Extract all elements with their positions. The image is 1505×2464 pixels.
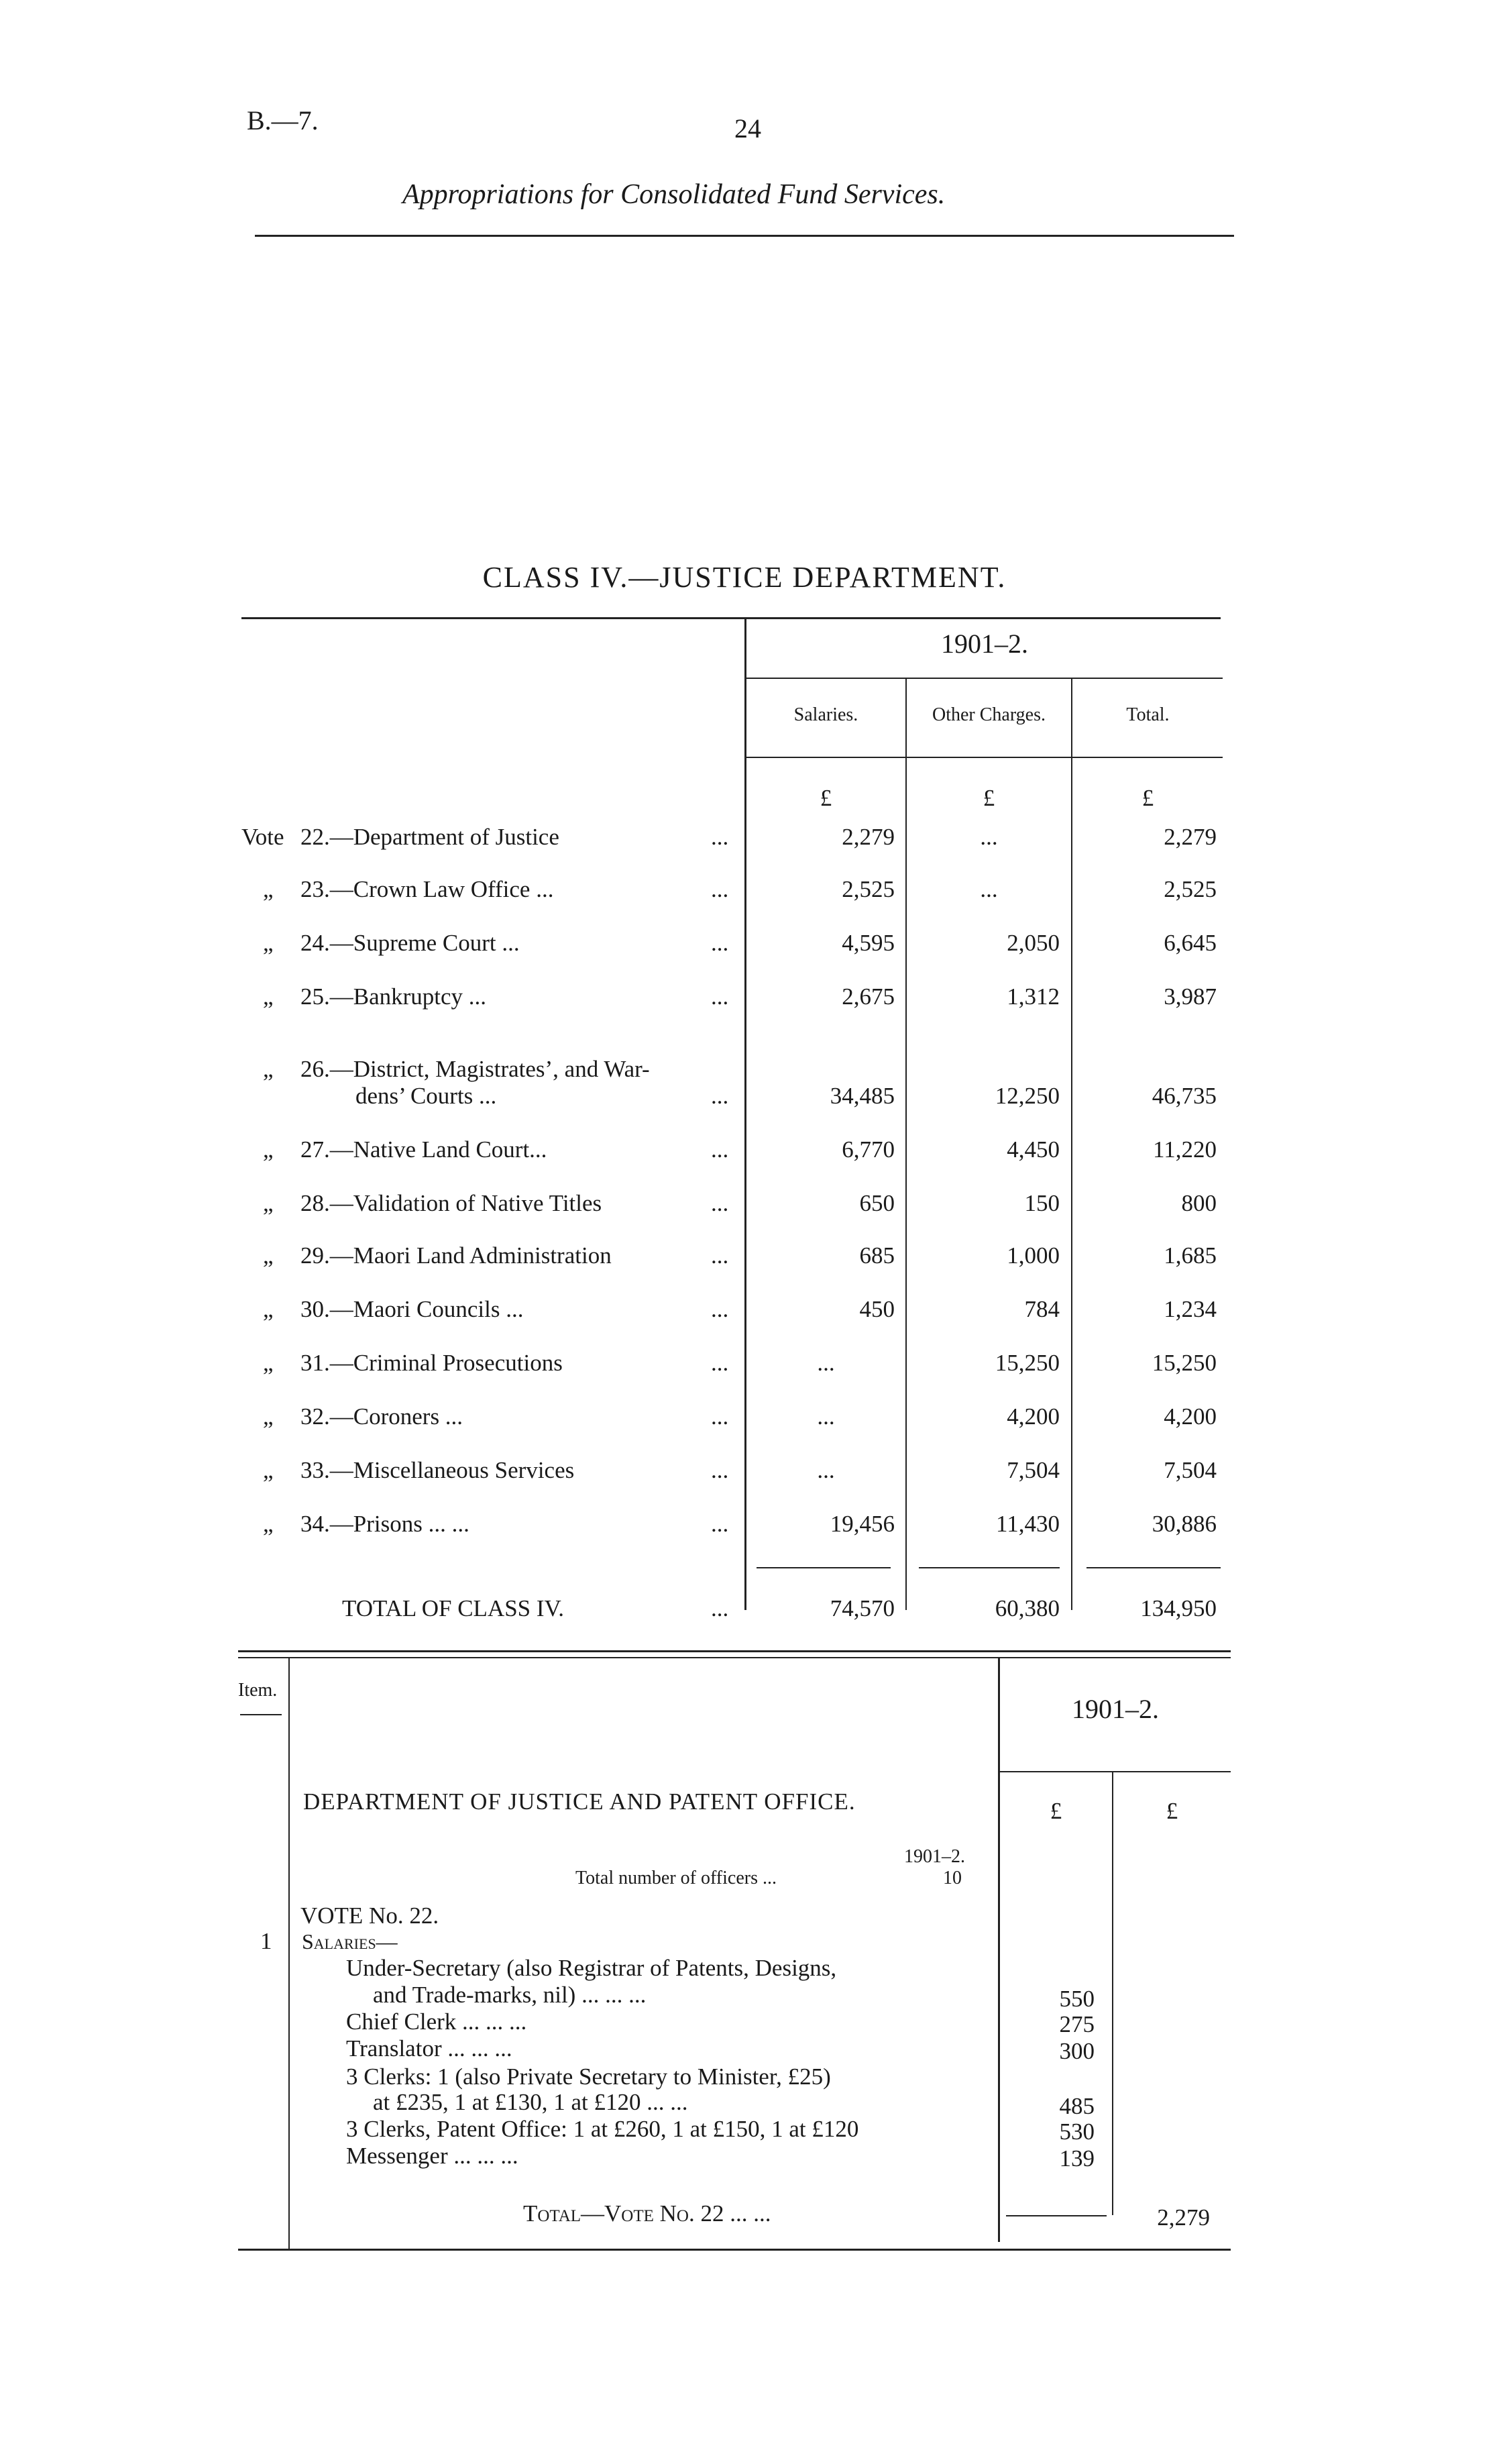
subtotal-rule-total	[1086, 1567, 1221, 1568]
heading-rule	[255, 235, 1234, 237]
row-other: ...	[980, 824, 998, 850]
row-lead: ...	[711, 876, 729, 902]
salaries-label: Salaries—	[302, 1929, 398, 1953]
summary-year: 1901–2.	[941, 629, 1028, 659]
total-total: 134,950	[1140, 1595, 1217, 1621]
row-salaries: ...	[817, 1350, 835, 1376]
row-other: 7,504	[1007, 1457, 1060, 1483]
summary-body-divider-2	[1071, 758, 1072, 1610]
detail-item-divider	[288, 1658, 290, 2249]
row-salaries: 19,456	[830, 1511, 895, 1537]
summary-currency-other: £	[983, 785, 995, 811]
summary-colhead-rule	[746, 757, 1223, 758]
vote-total-label: Total—Vote No. 22 ... ...	[523, 2200, 771, 2227]
row-salaries: 685	[859, 1242, 895, 1269]
line-text: Chief Clerk ... ... ...	[346, 2008, 527, 2035]
item-header: Item.	[238, 1680, 278, 1701]
line-text: Messenger ... ... ...	[346, 2143, 518, 2169]
row-salaries: 650	[859, 1190, 895, 1216]
row-salaries: ...	[817, 1403, 835, 1430]
row-vote: 27.—Native Land Court...	[300, 1136, 547, 1163]
row-lead: ...	[711, 1242, 729, 1269]
row-total: 6,645	[1164, 930, 1217, 956]
detail-year-rule	[1000, 1771, 1231, 1772]
row-vote: 29.—Maori Land Administration	[300, 1242, 612, 1269]
line-text: 3 Clerks, Patent Office: 1 at £260, 1 at £150, 1 at £120	[346, 2116, 859, 2142]
summary-top-rule	[241, 617, 1221, 619]
page-number: 24	[734, 113, 761, 144]
row-total: 4,200	[1164, 1403, 1217, 1430]
total-lead: ...	[711, 1595, 729, 1621]
row-vote: 33.—Miscellaneous Services	[300, 1457, 575, 1483]
detail-top-rule-2	[238, 1657, 1231, 1658]
row-prefix: „	[263, 1350, 274, 1376]
row-prefix: „	[263, 983, 274, 1010]
row-vote: 34.—Prisons ... ...	[300, 1511, 469, 1537]
line-text: Translator ... ... ...	[346, 2035, 512, 2061]
summary-col-other: Other Charges.	[932, 704, 1046, 725]
row-total: 2,279	[1164, 824, 1217, 850]
row-prefix: „	[263, 1511, 274, 1537]
line-amount: 550	[1059, 1986, 1095, 2012]
summary-col-total: Total.	[1126, 704, 1170, 725]
officers-year: 1901–2.	[904, 1846, 965, 1867]
row-total: 7,504	[1164, 1457, 1217, 1483]
row-other: 1,312	[1007, 983, 1060, 1010]
row-total: 30,886	[1152, 1511, 1217, 1537]
line-amount: 300	[1059, 2038, 1095, 2064]
row-prefix: „	[263, 1296, 274, 1322]
page-heading: Appropriations for Consolidated Fund Services.	[402, 179, 946, 210]
row-total: 3,987	[1164, 983, 1217, 1010]
row-other: 784	[1024, 1296, 1060, 1322]
row-total: 11,220	[1153, 1136, 1217, 1163]
summary-col-salaries: Salaries.	[793, 704, 858, 725]
summary-title: CLASS IV.—JUSTICE DEPARTMENT.	[482, 561, 1007, 594]
row-vote: 25.—Bankruptcy ...	[300, 983, 487, 1010]
row-salaries: 450	[859, 1296, 895, 1322]
row-vote: 30.—Maori Councils ...	[300, 1296, 524, 1322]
row-lead: ...	[711, 930, 729, 956]
page-ref: B.—7.	[247, 105, 319, 136]
detail-amount-col-divider	[1112, 1772, 1113, 2215]
line-amount: 530	[1059, 2119, 1095, 2145]
line-text: Under-Secretary (also Registrar of Patents, Designs,	[346, 1955, 837, 1981]
summary-col-divider-2	[1071, 679, 1072, 758]
row-salaries: 2,525	[842, 876, 895, 902]
row-lead: ...	[711, 1350, 729, 1376]
row-salaries: 34,485	[830, 1083, 895, 1109]
item-header-rule	[240, 1714, 282, 1715]
row-total: 15,250	[1152, 1350, 1217, 1376]
detail-year: 1901–2.	[1072, 1694, 1159, 1724]
item-number: 1	[260, 1928, 272, 1954]
row-other: 12,250	[995, 1083, 1060, 1109]
row-lead: ...	[711, 1457, 729, 1483]
subtotal-rule-salaries	[757, 1567, 891, 1568]
total-salaries: 74,570	[830, 1595, 895, 1621]
row-other: 4,450	[1007, 1136, 1060, 1163]
subtotal-rule-other	[919, 1567, 1060, 1568]
detail-amount-divider	[998, 1658, 1000, 2242]
row-total: 2,525	[1164, 876, 1217, 902]
line-amount: 139	[1059, 2145, 1095, 2172]
summary-currency-total: £	[1141, 785, 1154, 811]
line-text: 3 Clerks: 1 (also Private Secretary to Minister, £25)	[346, 2064, 831, 2090]
row-salaries: ...	[817, 1457, 835, 1483]
row-total: 1,234	[1164, 1296, 1217, 1322]
vote-total-rule	[1006, 2215, 1107, 2216]
row-salaries: 2,279	[842, 824, 895, 850]
row-total: 46,735	[1152, 1083, 1217, 1109]
detail-bottom-rule	[238, 2249, 1231, 2251]
row-prefix: „	[263, 1457, 274, 1483]
row-prefix: „	[263, 1056, 274, 1082]
officers-label: Total number of officers ...	[575, 1868, 777, 1888]
total-label: TOTAL OF CLASS IV.	[342, 1595, 565, 1621]
row-lead: ...	[711, 1403, 729, 1430]
row-prefix: „	[263, 1190, 274, 1216]
detail-top-rule-1	[238, 1650, 1231, 1652]
row-vote: 23.—Crown Law Office ...	[300, 876, 554, 902]
detail-currency-1: £	[1050, 1798, 1062, 1824]
row-prefix: „	[263, 876, 274, 902]
row-salaries: 6,770	[842, 1136, 895, 1163]
row-salaries: 2,675	[842, 983, 895, 1010]
row-vote: 31.—Criminal Prosecutions	[300, 1350, 563, 1376]
row-vote: 28.—Validation of Native Titles	[300, 1190, 602, 1216]
row-vote: 24.—Supreme Court ...	[300, 930, 520, 956]
row-other: 4,200	[1007, 1403, 1060, 1430]
row-other: 150	[1024, 1190, 1060, 1216]
row-lead: ...	[711, 1083, 729, 1109]
row-total: 800	[1181, 1190, 1217, 1216]
row-lead: ...	[711, 1190, 729, 1216]
row-vote: 32.—Coroners ...	[300, 1403, 463, 1430]
summary-year-rule	[746, 678, 1223, 679]
row-prefix: „	[263, 1403, 274, 1430]
row-other: 11,430	[996, 1511, 1060, 1537]
row-prefix: „	[263, 1242, 274, 1269]
row-lead: ...	[711, 1511, 729, 1537]
dept-title: DEPARTMENT OF JUSTICE AND PATENT OFFICE.	[303, 1788, 856, 1815]
row-prefix: „	[263, 1136, 274, 1163]
row-other: ...	[980, 876, 998, 902]
officers-count: 10	[943, 1868, 962, 1888]
row-other: 15,250	[995, 1350, 1060, 1376]
line-amount: 275	[1059, 2011, 1095, 2037]
detail-currency-2: £	[1166, 1798, 1178, 1824]
line-text: at £235, 1 at £130, 1 at £120 ... ...	[373, 2089, 688, 2115]
row-other: 1,000	[1007, 1242, 1060, 1269]
row-prefix: Vote	[241, 824, 284, 850]
row-vote-continued: dens’ Courts ...	[355, 1083, 497, 1109]
row-lead: ...	[711, 1136, 729, 1163]
vote-total-amount: 2,279	[1157, 2204, 1210, 2231]
row-lead: ...	[711, 1296, 729, 1322]
row-other: 2,050	[1007, 930, 1060, 956]
row-vote: 22.—Department of Justice	[300, 824, 559, 850]
row-salaries: 4,595	[842, 930, 895, 956]
total-other: 60,380	[995, 1595, 1060, 1621]
row-total: 1,685	[1164, 1242, 1217, 1269]
row-vote: 26.—District, Magistrates’, and War-	[300, 1056, 650, 1082]
line-text: and Trade-marks, nil) ... ... ...	[373, 1982, 647, 2008]
row-lead: ...	[711, 824, 729, 850]
summary-currency-salaries: £	[820, 785, 832, 811]
row-prefix: „	[263, 930, 274, 956]
row-lead: ...	[711, 983, 729, 1010]
line-amount: 485	[1059, 2093, 1095, 2119]
vote-label: VOTE No. 22.	[300, 1903, 439, 1929]
